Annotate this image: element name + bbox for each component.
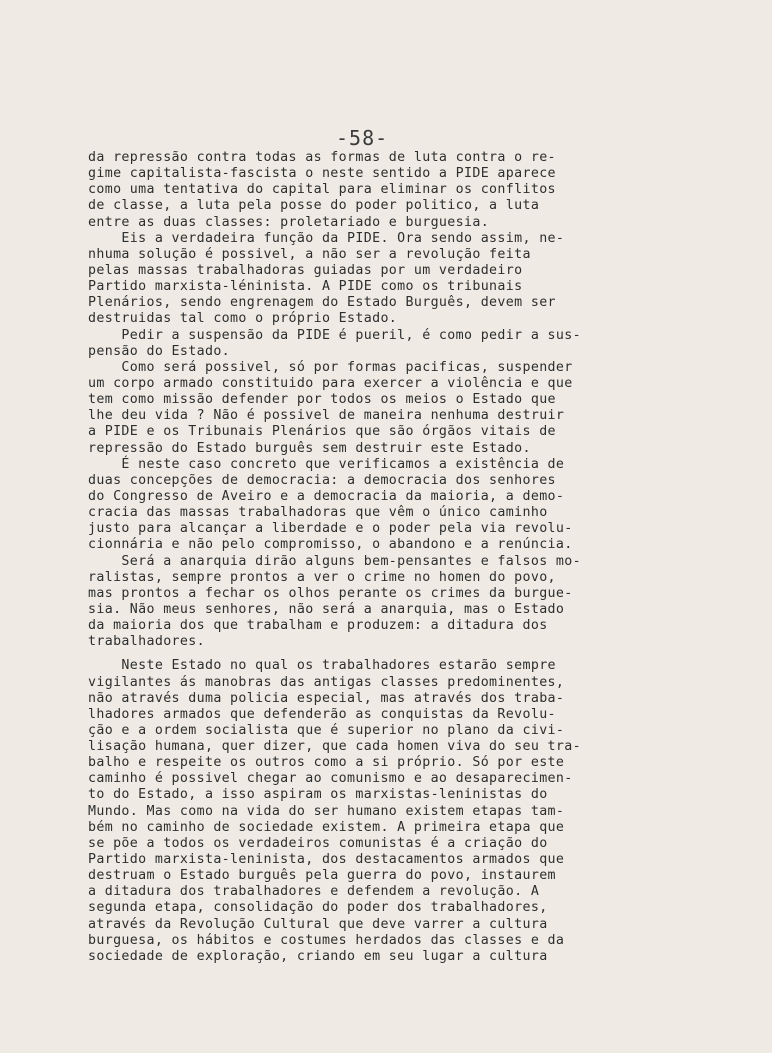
text-line: pelas massas trabalhadoras guiadas por um verdadeiro: [88, 262, 523, 278]
text-line: lhe deu vida ? Não é possivel de maneira nenhuma destruir: [88, 408, 565, 424]
text-line: É neste caso concreto que verificamos a existência de: [88, 456, 565, 472]
text-line: um corpo armado constituido para exercer a violência e que: [88, 375, 573, 391]
text-line: ção e a ordem socialista que é superior no plano da civi-: [88, 722, 565, 738]
text-line: sociedade de exploração, criando em seu lugar a cultura: [88, 948, 548, 964]
text-line: balho e respeite os outros como a si próprio. Só por este: [88, 755, 565, 771]
text-line: trabalhadores.: [88, 634, 205, 650]
text-line: lhadores armados que defenderão as conquistas da Revolu-: [88, 706, 556, 722]
text-line: Eis a verdadeira função da PIDE. Ora sendo assim, ne-: [88, 230, 565, 246]
text-line: Neste Estado no qual os trabalhadores estarão sempre: [88, 658, 556, 674]
text-line: sia. Não meus senhores, não será a anarquia, mas o Estado: [88, 601, 565, 617]
page-number: -58-: [336, 126, 389, 150]
text-line: da repressão contra todas as formas de luta contra o re-: [88, 150, 556, 165]
text-line: Será a anarquia dirão alguns bem-pensantes e falsos mo-: [88, 553, 581, 569]
text-line: destruidas tal como o próprio Estado.: [88, 311, 398, 327]
text-line: burguesa, os hábitos e costumes herdados das classes e da: [88, 932, 565, 948]
text-line: da maioria dos que trabalham e produzem: a ditadura dos: [88, 618, 548, 634]
text-line: vigilantes ás manobras das antigas classes predominentes,: [88, 674, 565, 690]
text-line: lisação humana, quer dizer, que cada homen viva do seu tra-: [88, 739, 581, 755]
text-line: to do Estado, a isso aspiram os marxistas-leninistas do: [88, 787, 548, 803]
text-line: a ditadura dos trabalhadores e defendem a revolução. A: [88, 884, 540, 900]
text-line: como uma tentativa do capital para eliminar os conflitos: [88, 182, 556, 198]
text-line: entre as duas classes: proletariado e burguesia.: [88, 214, 490, 230]
text-line: tem como missão defender por todos os meios o Estado que: [88, 392, 556, 408]
text-line: Como será possivel, só por formas pacificas, suspender: [88, 359, 573, 375]
text-line: Mundo. Mas como na vida do ser humano existem etapas tam-: [88, 803, 565, 819]
text-line: a PIDE e os Tribunais Plenários que são órgãos vitais de: [88, 424, 556, 440]
text-line: Plenários, sendo engrenagem do Estado Burguês, devem ser: [88, 295, 556, 311]
text-line: [88, 650, 688, 658]
text-line: cracia das massas trabalhadoras que vêm o único caminho: [88, 505, 548, 521]
text-line: cionnária e não pelo compromisso, o abandono e a renúncia.: [88, 537, 573, 553]
text-line: pensão do Estado.: [88, 343, 231, 359]
text-line: repressão do Estado burguês sem destruir este Estado.: [88, 440, 531, 456]
text-line: Pedir a suspensão da PIDE é pueril, é como pedir a sus-: [88, 327, 581, 343]
text-line: gime capitalista-fascista o neste sentido a PIDE aparece: [88, 166, 556, 182]
text-line: segunda etapa, consolidação do poder dos trabalhadores,: [88, 900, 548, 916]
text-line: não através duma policia especial, mas através dos traba-: [88, 690, 565, 706]
text-line: de classe, a luta pela posse do poder politico, a luta: [88, 198, 540, 214]
text-line: justo para alcançar a liberdade e o poder pela via revolu-: [88, 521, 573, 537]
text-line: caminho é possivel chegar ao comunismo e ao desaparecimen-: [88, 771, 573, 787]
text-line: se põe a todos os verdadeiros comunistas é a criação do: [88, 835, 548, 851]
text-line: nhuma solução é possivel, a não ser a revolução feita: [88, 246, 531, 262]
text-line: Partido marxista-léninista. A PIDE como os tribunais: [88, 279, 523, 295]
text-line: do Congresso de Aveiro e a democracia da maioria, a demo-: [88, 488, 565, 504]
text-line: através da Revolução Cultural que deve varrer a cultura: [88, 916, 548, 932]
text-line: destruam o Estado burguês pela guerra do povo, instaurem: [88, 868, 556, 884]
text-line: Partido marxista-leninista, dos destacamentos armados que: [88, 852, 565, 868]
text-line: duas concepções de democracia: a democracia dos senhores: [88, 472, 556, 488]
body-text: [88, 150, 688, 965]
text-line: bém no caminho de sociedade existem. A primeira etapa que: [88, 819, 565, 835]
text-line: mas prontos a fechar os olhos perante os crimes da burgue-: [88, 585, 573, 601]
text-line: ralistas, sempre prontos a ver o crime no homen do povo,: [88, 569, 556, 585]
